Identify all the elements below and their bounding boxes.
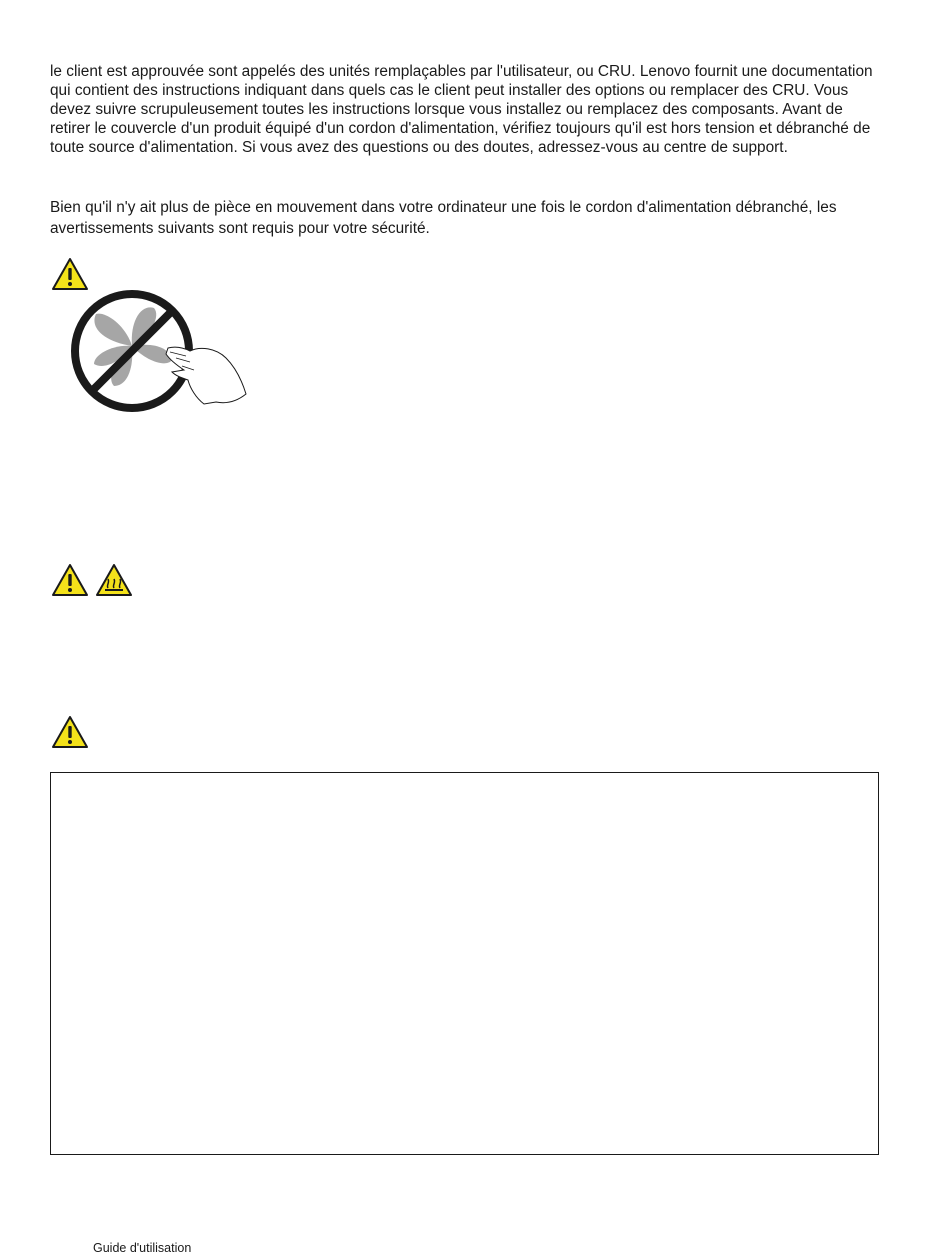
intro-paragraph: le client est approuvée sont appelés des unités remplaçables par l'utilisateur, ou CRU. Lenovo fournit une documentation qui contient des instructions indiquant dans quels cas le client peut installer des options ou remplacer des CRU. Vous devez suivre scrupuleusement toutes les instructions lorsque vous installez ou remplacez des composants. Avant de retirer le couvercle d'un produit équipé d'un cordon d'alimentation, vérifiez toujours qu'il est hors tension et débranché de toute source d'alimentation. Si vous avez des questions ou des doutes, adressez-vous au centre de support.	[50, 63, 873, 156]
footer-label: Guide d'utilisation	[93, 1241, 192, 1255]
warning-triangle-icon	[50, 714, 90, 750]
hot-surface-icon	[94, 562, 134, 598]
warning-triangle-icon	[50, 562, 90, 598]
caution-box	[50, 772, 879, 1155]
safety-paragraph: Bien qu'il n'y ait plus de pièce en mouvement dans votre ordinateur une fois le cordon d'alimentation débranché, les avertissements suivants sont requis pour votre sécurité.	[50, 199, 837, 237]
no-touch-fan-icon	[66, 286, 251, 416]
